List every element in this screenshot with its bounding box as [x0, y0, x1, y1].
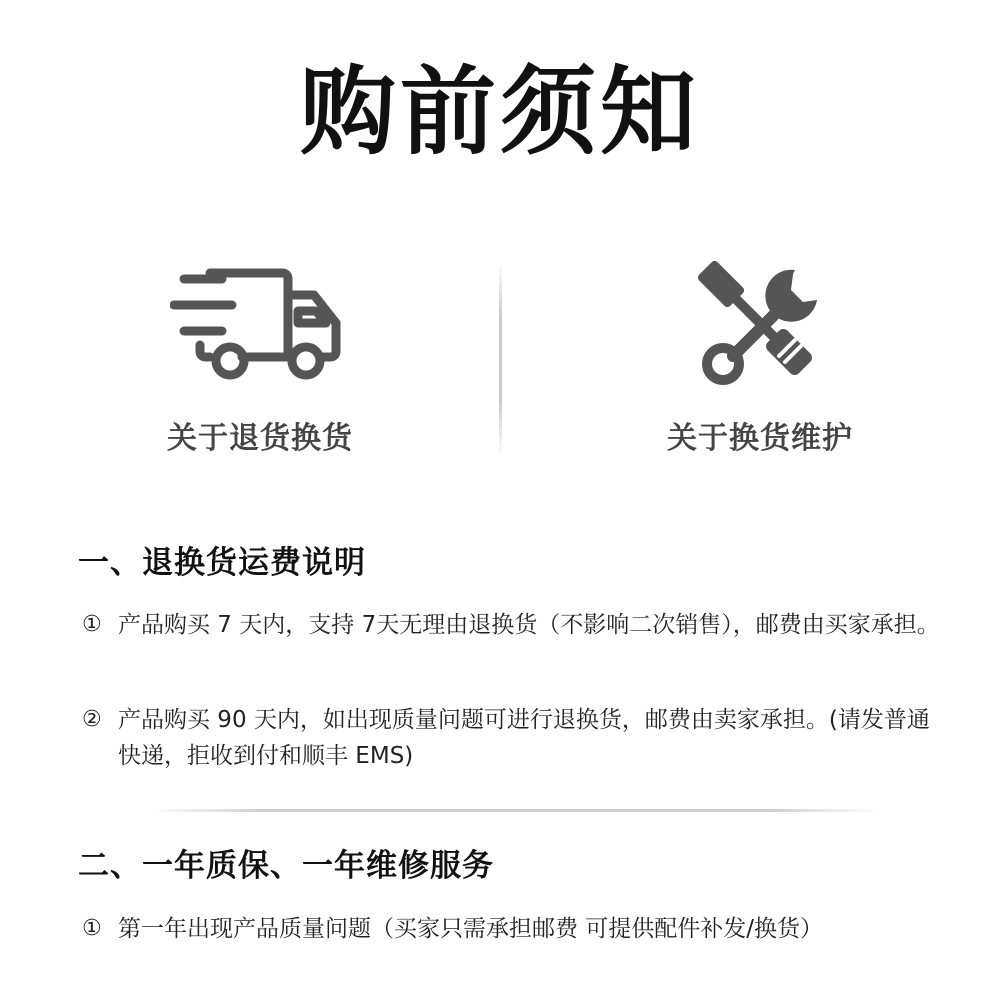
item-number: ① [82, 916, 102, 941]
wrench-screwdriver-icon [695, 260, 825, 390]
item-text: 第一年出现产品质量问题（买家只需承担邮费 可提供配件补发/换货） [118, 916, 824, 942]
item-text: 产品购买 7 天内，支持 7天无理由退换货（不影响二次销售），邮费由买家承担。 [118, 612, 940, 638]
item-number: ② [82, 707, 102, 732]
section-heading-warranty: 二、一年质保、一年维修服务 [78, 848, 494, 884]
list-item [82, 911, 942, 947]
item-number: ① [82, 612, 102, 637]
exchange-maintenance-label: 关于换货维护 [667, 421, 853, 456]
horizontal-divider [150, 809, 880, 812]
page-title: 购前须知 [300, 56, 700, 168]
return-exchange-panel [80, 255, 440, 457]
item-text: 产品购买 90 天内，如出现质量问题可进行退换货，邮费由卖家承担。(请发普通快递，拒收到付和顺丰 EMS) [118, 707, 930, 769]
exchange-maintenance-panel [580, 255, 940, 457]
list-item [82, 607, 942, 643]
list-item [82, 702, 942, 774]
vertical-divider [499, 262, 502, 457]
delivery-truck-icon [170, 265, 350, 385]
return-exchange-label: 关于退货换货 [167, 421, 353, 456]
section-heading-shipping: 一、退换货运费说明 [78, 545, 366, 581]
